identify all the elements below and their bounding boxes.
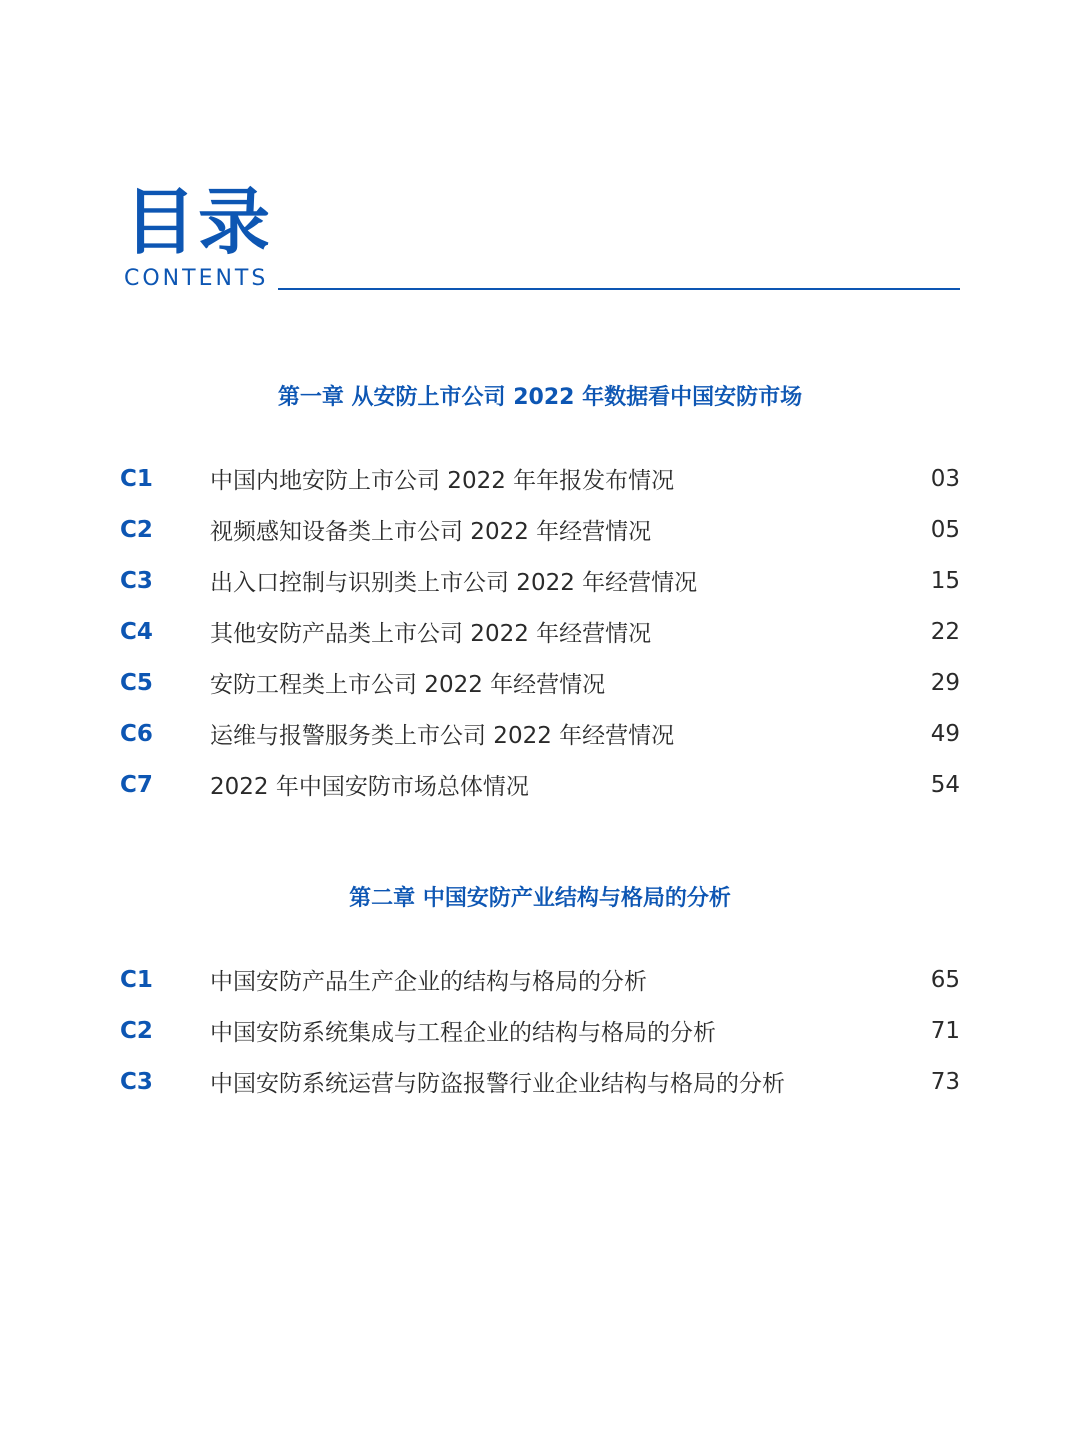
- chapter-entries: [120, 453, 960, 810]
- entry-code: C1: [120, 966, 153, 993]
- subtitle-row: [124, 266, 960, 292]
- chapter-2: [120, 884, 960, 1107]
- toc-entry[interactable]: [120, 954, 960, 1005]
- entry-page-number: 05: [930, 516, 960, 543]
- page-title: 目录: [124, 180, 273, 264]
- entry-code: C2: [120, 516, 153, 543]
- toc-entry[interactable]: [120, 504, 960, 555]
- entry-title: 中国安防系统运营与防盗报警行业企业结构与格局的分析: [210, 1071, 785, 1097]
- toc-entry[interactable]: [120, 1005, 960, 1056]
- entry-code: C2: [120, 1017, 153, 1044]
- entry-page-number: 49: [930, 720, 960, 747]
- chapter-heading[interactable]: 第一章 从安防上市公司 2022 年数据看中国安防市场: [277, 385, 803, 410]
- toc-header: [124, 180, 960, 292]
- entry-code: C5: [120, 669, 153, 696]
- header-divider: [278, 288, 960, 290]
- entry-page-number: 73: [930, 1068, 960, 1095]
- entry-title: 其他安防产品类上市公司 2022 年经营情况: [210, 621, 652, 647]
- toc-entry[interactable]: [120, 555, 960, 606]
- entry-code: C4: [120, 618, 153, 645]
- toc-entry[interactable]: [120, 453, 960, 504]
- entry-page-number: 71: [930, 1017, 960, 1044]
- chapter-heading[interactable]: 第二章 中国安防产业结构与格局的分析: [349, 886, 731, 911]
- entry-title: 运维与报警服务类上市公司 2022 年经营情况: [210, 723, 675, 749]
- entry-page-number: 54: [930, 771, 960, 798]
- entry-title: 安防工程类上市公司 2022 年经营情况: [210, 672, 606, 698]
- entry-code: C3: [120, 567, 153, 594]
- toc-entry[interactable]: [120, 657, 960, 708]
- entry-title: 视频感知设备类上市公司 2022 年经营情况: [210, 519, 652, 545]
- toc-entry[interactable]: [120, 759, 960, 810]
- chapter-1: [120, 383, 960, 810]
- entry-title: 中国内地安防上市公司 2022 年年报发布情况: [210, 468, 675, 494]
- page-subtitle: CONTENTS: [124, 266, 269, 291]
- entry-page-number: 65: [930, 966, 960, 993]
- entry-code: C1: [120, 465, 153, 492]
- entry-title: 中国安防产品生产企业的结构与格局的分析: [210, 969, 647, 995]
- entry-page-number: 15: [930, 567, 960, 594]
- entry-page-number: 29: [930, 669, 960, 696]
- entry-code: C7: [120, 771, 153, 798]
- toc-entry[interactable]: [120, 606, 960, 657]
- entry-page-number: 22: [930, 618, 960, 645]
- entry-title: 2022 年中国安防市场总体情况: [210, 774, 529, 800]
- entry-page-number: 03: [930, 465, 960, 492]
- toc-entry[interactable]: [120, 1056, 960, 1107]
- entry-code: C6: [120, 720, 153, 747]
- toc-entry[interactable]: [120, 708, 960, 759]
- chapter-entries: [120, 954, 960, 1107]
- entry-title: 中国安防系统集成与工程企业的结构与格局的分析: [210, 1020, 716, 1046]
- entry-title: 出入口控制与识别类上市公司 2022 年经营情况: [210, 570, 698, 596]
- entry-code: C3: [120, 1068, 153, 1095]
